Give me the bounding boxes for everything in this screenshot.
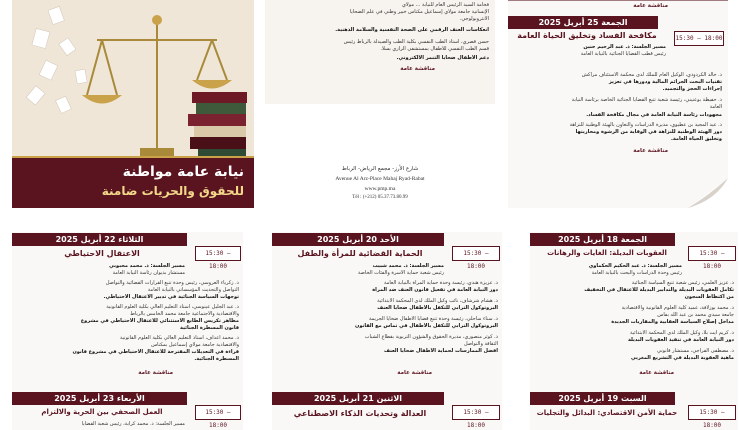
session-friday-25 — [508, 0, 728, 208]
text-line: ذ. محمد بوزلافة، عميد كلية العلوم القانونية والاقتصادية — [621, 305, 734, 311]
session-time: 15:30 – 18:00 — [452, 246, 500, 261]
text-line: التواصل والتحديث المؤسساتي بالنيابة العامة — [147, 287, 239, 293]
session-friday-18 — [530, 232, 738, 392]
session-monday-21 — [272, 392, 502, 430]
day-header: الثلاثاء 22 أبريل 2025 — [12, 233, 187, 246]
session-title: الحماية القضائية للمرأة والطفل — [297, 249, 423, 258]
page-curl-icon — [688, 178, 728, 208]
general-discussion: مناقشة عامة — [400, 66, 435, 72]
day-header: الأحد 20 أبريل 2025 — [272, 233, 444, 246]
cover-panel — [12, 0, 254, 208]
session-tuesday-22 — [12, 232, 243, 392]
text-line: إجراءات الحجز والتجميد. — [662, 86, 722, 92]
day-header: الأربعاء 23 أبريل 2025 — [12, 392, 187, 405]
text-line: العامة — [709, 104, 722, 110]
text-line: ذ. كريم آيت بلا، وكيل الملك لدى المحكمة الابتدائية — [630, 330, 734, 336]
general-discussion: مناقشة عامة — [639, 370, 674, 376]
text-line: جامعة سيدي محمد بن عبد الله بفاس — [657, 312, 734, 318]
text-line: توجهات السياسة الجنائية في تدبير الاعتقال الاحتياطي. — [103, 294, 239, 300]
text-line: مظاهر تكريس الطابع الاستثنائي للاعتقال الاحتياطي في مشروع — [80, 318, 239, 324]
text-line: ذ. كوثر منصوري، مديرة الحقوق والشؤون التربوية بقطاع الشباب — [364, 334, 498, 340]
general-discussion: مناقشة عامة — [633, 148, 668, 154]
text-line: الأنثروبولوجي. — [459, 16, 489, 22]
session-title: العدالة وتحديات الذكاء الاصطناعي — [293, 409, 427, 418]
day-header: السبت 19 أبريل 2025 — [530, 392, 675, 405]
text-line: ذ. خالد الكردودي، الوكيل العام للملك لدى محكمة الاستئناف مراكش — [581, 72, 722, 78]
text-line: ذ. عبد الجليل عينوسي، أستاذ التعليم العالي بكلية العلوم القانونية — [106, 304, 239, 310]
text-line: ذ. زكرياء العروسي، رئيس وحدة تتبع القرارات القضائية والتواصل — [105, 280, 239, 286]
divider — [508, 0, 728, 1]
text-line: ذ. هشام شرشاف، نائب وكيل الملك لدى المحكمة الابتدائية — [377, 298, 498, 304]
text-line: مسير الجلسة: ذ. عبد الحكيم الحكماوي — [588, 263, 682, 269]
text-line: حسن قصري، أستاذ الطب النفسي بكلية الطب والصيدلة بالرباط رئيس — [343, 39, 489, 45]
text-line: فخامة السيد الرئيس العام للنيابة ... مولاي — [401, 2, 489, 8]
text-line: تقنيات البحث الجرائم المالية ودورها في تعزيز — [608, 79, 722, 85]
session-wednesday-23 — [12, 392, 243, 430]
text-line: ذ. حفيظة بوعنيني، رئيسة شعبة تتبع القضايا الجنائية الخاصة برئاسة النيابة — [571, 97, 722, 103]
session-title: العمل الصحفي بين الحرية والالتزام — [41, 408, 163, 416]
text-line: مسير الجلسة: ذ. عبد الرحيم حنين — [583, 44, 666, 50]
session-time: 15:30 – 18:00 — [688, 405, 736, 420]
day-header: الجمعة 25 أبريل 2025 — [508, 16, 658, 29]
session-title: الاعتقال الاحتياطي — [64, 249, 140, 258]
address-ar: شارع الأرز- مجمع الرياض- الرباط — [341, 166, 419, 172]
text-line: مسير الجلسة: ذ. محمد محبوبي — [109, 263, 185, 269]
text-line: رئيس شعبة حماية الأسرة والفئات الخاصة — [358, 270, 444, 276]
text-line: رئيس قطب القضايا الجنائية بالنيابة العامة — [580, 51, 666, 57]
session-time: 15:30 – 18:00 — [674, 31, 724, 46]
text-line: ذ. عزيزة هندي، رئيسة وحدة حماية المرأة بالنيابة العامة — [384, 280, 498, 286]
text-line: ذ. محمد أعداف، أستاذ التعليم العالي بكلية العلوم القانونية — [119, 335, 239, 341]
text-line: تكامل العقوبات البديلة والتدابير البديلة للاعتقال في التخفيف — [584, 287, 734, 293]
general-discussion: مناقشة عامة — [397, 370, 432, 376]
text-line: والاقتصادية جامعة مولاي إسماعيل بمكناس — [151, 342, 239, 348]
phone-number: Tél : (+212) 05.37.73.80.99 — [352, 195, 408, 200]
text-line: المسطرة الجنائية. — [194, 356, 239, 362]
address-fr: Avenue Al Arz-Place Mahaj Ryad-Rabat — [335, 176, 425, 182]
text-line: مداخل إصلاح السياسة العقابية والمقاربات الجديدة — [611, 319, 734, 325]
text-line: وتخليق الحياة العامة. — [670, 136, 722, 142]
text-line: دور النيابة العامة في تفعيل قانون العنف ضد المرأة — [372, 287, 498, 293]
text-line: انعكاسات العنف الرقمي على الصحة النفسية والسلامة الذهنية. — [335, 27, 489, 33]
text-line: مجهودات رئاسة النيابة العامة في مجال مكافحة الفساد. — [586, 112, 722, 118]
text-line: دعم الأطفال ضحايا التنمر الالكتروني. — [396, 55, 489, 61]
session-saturday-19 — [530, 392, 738, 430]
session-title: العقوبات البديلة: الغايات والرهانات — [547, 249, 667, 257]
text-line: مستشار بديوان رئاسة النيابة العامة — [112, 270, 185, 276]
session-title: حماية الأمن الاقتصادي: البدائل والتجليات — [536, 409, 678, 417]
session-time: 15:30 – 18:00 — [195, 246, 241, 261]
text-line: من اكتظاظ السجون — [684, 294, 734, 300]
session-time: 15:30 – 18:00 — [688, 246, 736, 261]
session-time: 15:30 – 18:00 — [195, 405, 241, 420]
text-line: دور النيابة العامة في تنفيذ العقوبات البديلة — [627, 337, 734, 343]
text-line: البروتوكول الترابي للتكفل بالأطفال ضحايا العنف — [377, 305, 498, 311]
contact-block — [285, 122, 475, 200]
text-line: والاقتصادية والاجتماعية جامعة محمد الخامس بالرباط — [130, 311, 239, 317]
session-time: 15:30 – 18:00 — [452, 405, 500, 420]
day-header: الجمعة 18 أبريل 2025 — [530, 233, 675, 246]
session-title: مكافحة الفساد وتخليق الحياة العامة — [517, 31, 657, 40]
text-line: البروتوكول الترابي للتكفل بالأطفال في تماس مع القانون — [355, 323, 498, 329]
text-line: قراءة في التعديلات المقترحة للاعتقال الاحتياطي في مشروع قانون — [72, 349, 239, 355]
general-discussion: مناقشة عامة — [138, 370, 173, 376]
top-middle-panel — [265, 0, 495, 104]
text-line: الثقافة والتواصل — [464, 341, 498, 347]
text-line: رئيس وحدة الدراسات والبحث بالنيابة العامة — [591, 270, 682, 276]
general-discussion: مناقشة عامة — [633, 3, 668, 9]
text-line: مسير الجلسة: ذ. محمد شبيب — [372, 263, 444, 269]
text-line: ذ. عبد المجيد بن عطيوي، مديرة الدراسات والتعاون بالهيئة الوطنية للنزاهة — [569, 122, 722, 128]
cover-title-line1: نيابة عامة مواطنة — [122, 164, 244, 180]
text-line: ماهية العقوبة البديلة في التشريع المغربي — [630, 355, 734, 361]
text-line: ذ. مصطفى الفراجي، مستشار قانوني — [657, 348, 734, 354]
day-header: الاثنين 21 أبريل 2025 — [272, 392, 444, 405]
text-line: ذ. عزيز العلمي، رئيس شعبة تتبع السياسة الجنائية — [631, 280, 734, 286]
cover-title-line2: للحقوق والحريات ضامنة — [101, 184, 244, 198]
text-line: دور الهيئة الوطنية للنزاهة في الوقاية من الرشوة ومحاربتها — [575, 129, 722, 135]
text-line: أفضل الممارسات لحماية الأطفال ضحايا العنف — [383, 348, 498, 354]
text-line: الإنسانية جامعة مولاي إسماعيل مكناس خبير وطني في علم الضحايا — [349, 9, 489, 15]
text-line: قانون المسطرة الجنائية — [180, 325, 239, 331]
text-line: مسير الجلسة: ذ. محمد كرابة، رئيس شعبة القضايا — [81, 421, 185, 427]
text-line: ذ. سناء ساحلي، رئيسة وحدة تتبع قضايا الأطفال ضحايا الجريمة — [368, 316, 498, 322]
session-sunday-20 — [272, 232, 502, 392]
website-link[interactable]: www.pmp.ma — [364, 186, 396, 192]
text-line: قسم الطب النفسي للأطفال بمستشفى الرازي بسلا. — [380, 46, 489, 52]
